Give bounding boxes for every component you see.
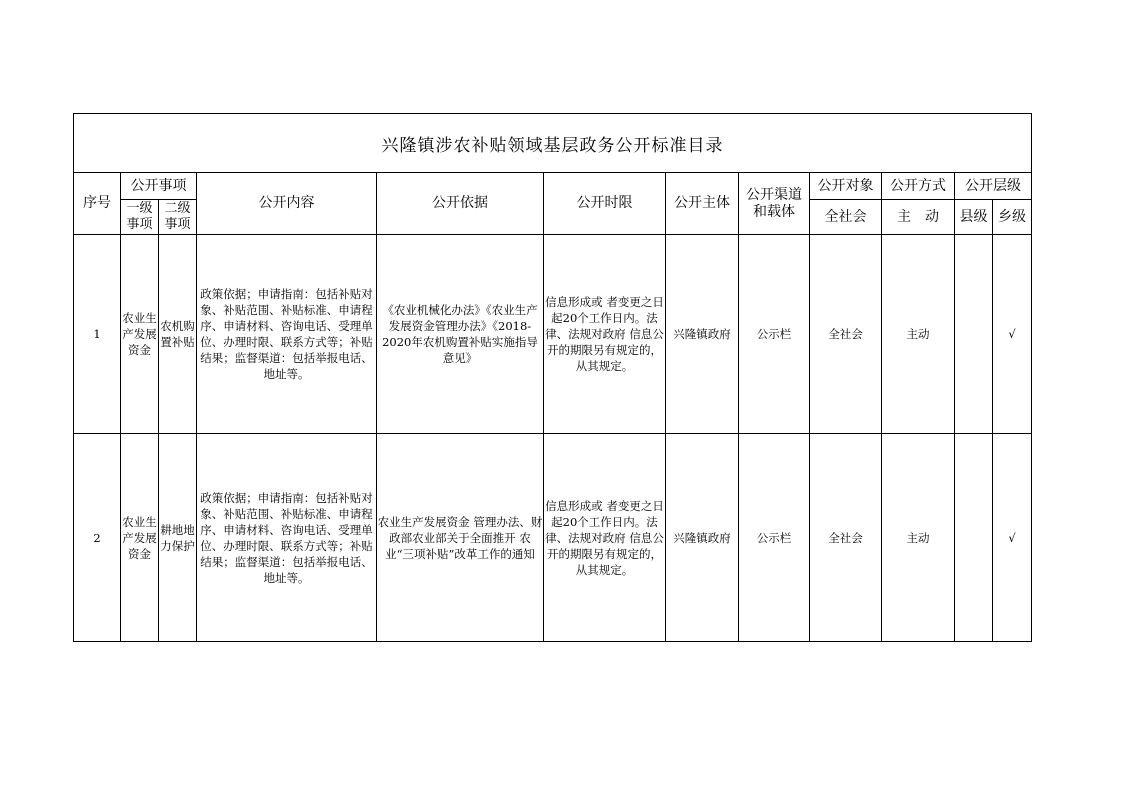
header-level2: 二级事项	[159, 200, 197, 235]
cell-subject: 兴隆镇政府	[666, 434, 739, 642]
cell-county	[955, 434, 993, 642]
header-matter: 公开事项	[121, 173, 197, 200]
header-channel: 公开渠道和载体	[739, 173, 810, 235]
cell-seq: 2	[74, 434, 121, 642]
header-county: 县级	[955, 200, 993, 235]
cell-time: 信息形成或 者变更之日 起20个工作日内。法律、法规对政府 信息公开的期限另有规定的，从其规定。	[544, 434, 666, 642]
cell-time: 信息形成或 者变更之日 起20个工作日内。法律、法规对政府 信息公开的期限另有规定的，从其规定。	[544, 235, 666, 434]
header-basis: 公开依据	[377, 173, 544, 235]
cell-level1: 农业生产发展资金	[121, 434, 159, 642]
cell-seq: 1	[74, 235, 121, 434]
header-method-sub: 主 动	[882, 200, 955, 235]
disclosure-catalog-table	[73, 113, 1032, 642]
cell-channel: 公示栏	[739, 235, 810, 434]
cell-level2: 农机购置补贴	[159, 235, 197, 434]
cell-method: 主动	[882, 434, 955, 642]
cell-channel: 公示栏	[739, 434, 810, 642]
cell-content: 政策依据；申请指南：包括补贴对象、补贴范围、补贴标准、申请程序、申请材料、咨询电话、受理单位、办理时限、联系方式等；补贴结果；监督渠道：包括举报电话、地址等。	[197, 235, 377, 434]
header-subject: 公开主体	[666, 173, 739, 235]
header-seq: 序号	[74, 173, 121, 235]
cell-content: 政策依据；申请指南：包括补贴对象、补贴范围、补贴标准、申请程序、申请材料、咨询电话、受理单位、办理时限、联系方式等；补贴结果；监督渠道：包括举报电话、地址等。	[197, 434, 377, 642]
cell-basis: 《农业机械化办法》《农业生产发展资金管理办法》《2018-2020年农机购置补贴实施指导意见》	[377, 235, 544, 434]
header-object: 公开对象	[810, 173, 882, 200]
header-object-sub: 全社会	[810, 200, 882, 235]
cell-town: √	[993, 235, 1032, 434]
cell-level2: 耕地地力保护	[159, 434, 197, 642]
header-tier: 公开层级	[955, 173, 1032, 200]
cell-county	[955, 235, 993, 434]
table-row	[74, 235, 1032, 434]
cell-subject: 兴隆镇政府	[666, 235, 739, 434]
cell-basis: 农业生产发展资金 管理办法、财政部农业部关于全面推开 农业“三项补贴”改革工作的通知	[377, 434, 544, 642]
cell-object: 全社会	[810, 434, 882, 642]
table-title: 兴隆镇涉农补贴领域基层政务公开标准目录	[74, 114, 1032, 173]
header-town: 乡级	[993, 200, 1032, 235]
header-time: 公开时限	[544, 173, 666, 235]
header-content: 公开内容	[197, 173, 377, 235]
header-level1: 一级事项	[121, 200, 159, 235]
cell-level1: 农业生产发展资金	[121, 235, 159, 434]
cell-method: 主动	[882, 235, 955, 434]
cell-object: 全社会	[810, 235, 882, 434]
table-row	[74, 434, 1032, 642]
cell-town: √	[993, 434, 1032, 642]
header-method: 公开方式	[882, 173, 955, 200]
